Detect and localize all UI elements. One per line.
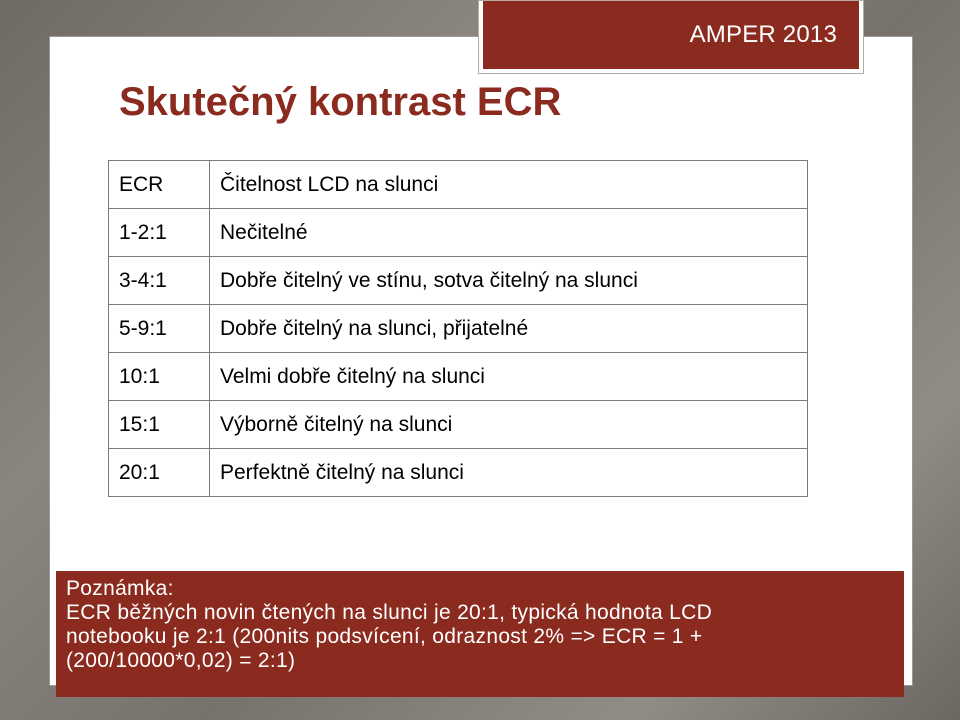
- readability-text: Výborně čitelný na slunci: [210, 401, 808, 449]
- table-row: [109, 209, 808, 257]
- brand-label: AMPER 2013: [483, 1, 859, 69]
- table-row: [109, 353, 808, 401]
- table-row: [109, 257, 808, 305]
- ecr-table: [108, 160, 808, 497]
- header-readability: Čitelnost LCD na slunci: [210, 161, 808, 209]
- readability-text: Dobře čitelný na slunci, přijatelné: [210, 305, 808, 353]
- readability-text: Nečitelné: [210, 209, 808, 257]
- note-heading: Poznámka:: [66, 577, 174, 600]
- ecr-value: 20:1: [109, 449, 210, 497]
- slide-title: Skutečný kontrast ECR: [119, 80, 562, 124]
- ecr-value: 10:1: [109, 353, 210, 401]
- ecr-value: 3-4:1: [109, 257, 210, 305]
- readability-text: Velmi dobře čitelný na slunci: [210, 353, 808, 401]
- ecr-value: 1-2:1: [109, 209, 210, 257]
- note-line: ECR běžných novin čtených na slunci je 20:1, typická hodnota LCD: [66, 601, 713, 624]
- table-header-row: [109, 161, 808, 209]
- readability-text: Dobře čitelný ve stínu, sotva čitelný na slunci: [210, 257, 808, 305]
- readability-text: Perfektně čitelný na slunci: [210, 449, 808, 497]
- header-ecr: ECR: [109, 161, 210, 209]
- table-row: [109, 401, 808, 449]
- table-row: [109, 305, 808, 353]
- ecr-value: 15:1: [109, 401, 210, 449]
- note-line: notebooku je 2:1 (200nits podsvícení, odraznost 2% => ECR = 1 +: [66, 625, 703, 648]
- brand-box: [478, 0, 864, 74]
- note-box: [56, 571, 904, 697]
- note-line: (200/10000*0,02) = 2:1): [66, 649, 296, 672]
- table-row: [109, 449, 808, 497]
- ecr-value: 5-9:1: [109, 305, 210, 353]
